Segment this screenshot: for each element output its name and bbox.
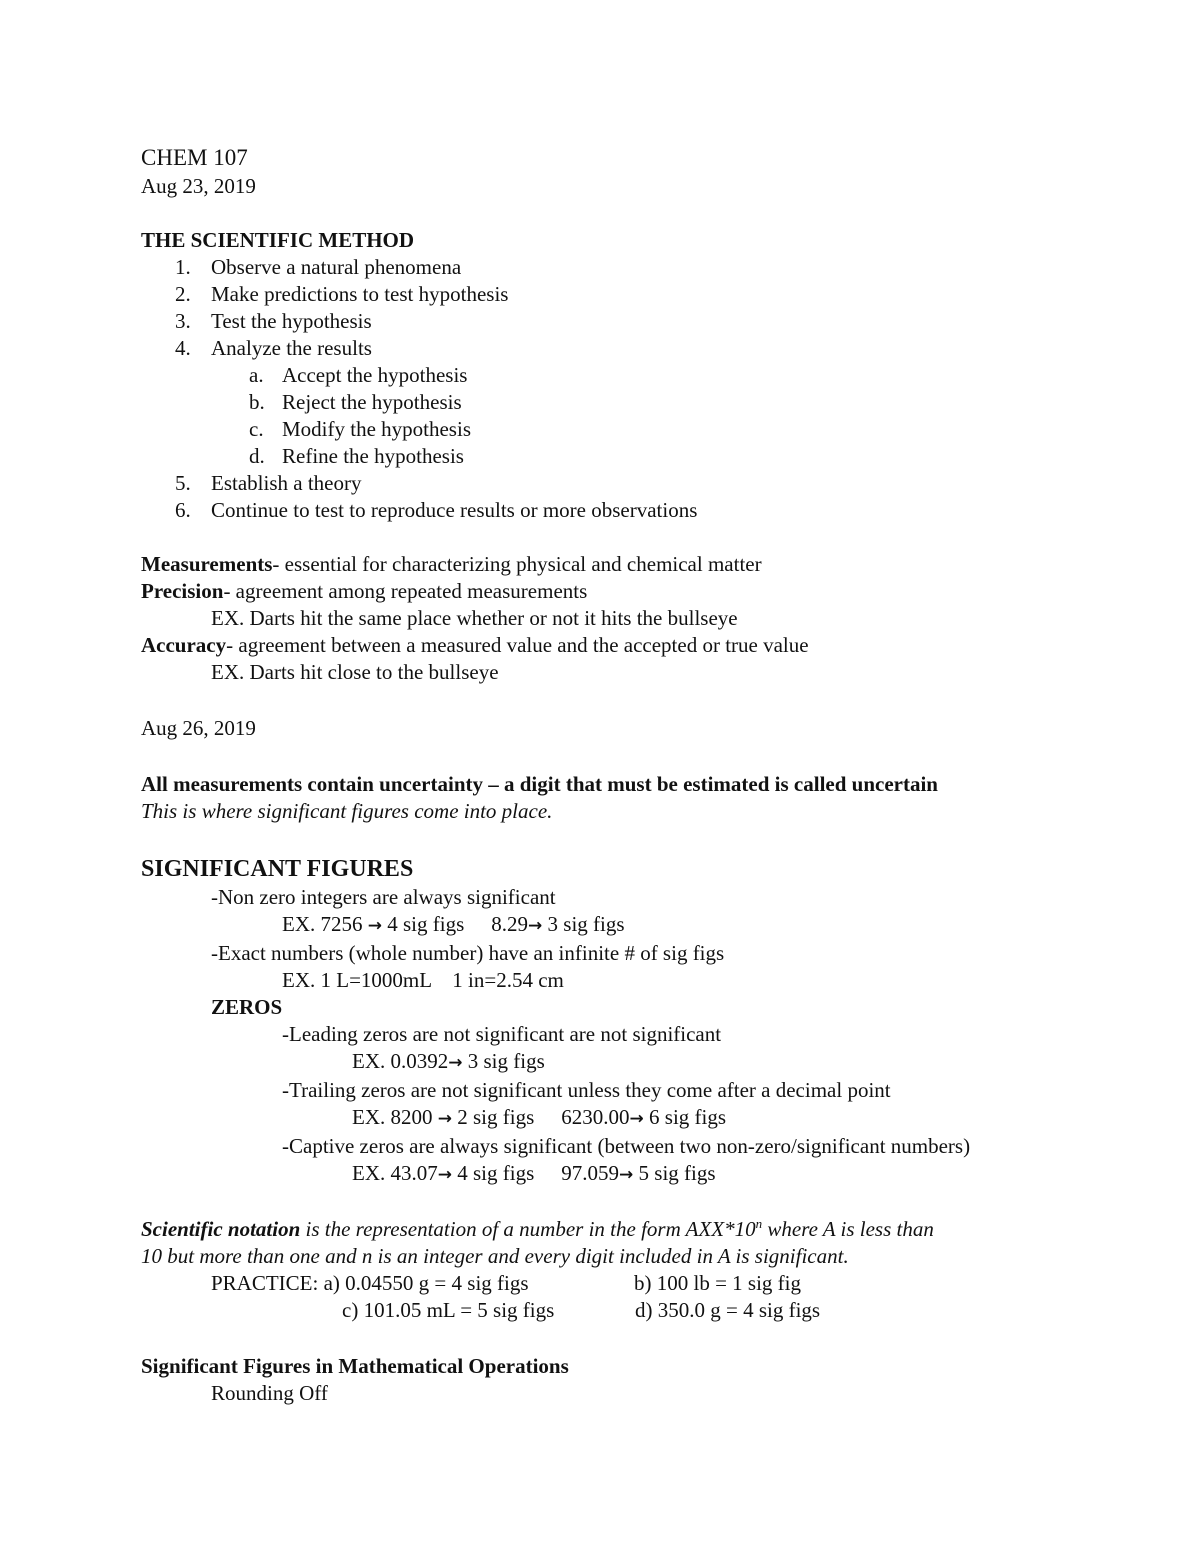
- section-title-math-operations: Significant Figures in Mathematical Operations: [141, 1354, 569, 1378]
- practice-row-2: c) 101.05 mL = 5 sig figs d) 350.0 g = 4 sig figs: [342, 1298, 821, 1322]
- list-item: 6. Continue to test to reproduce results or more observations: [175, 498, 698, 522]
- method-steps-list: [141, 254, 1101, 362]
- list-item: 2. Make predictions to test hypothesis: [175, 282, 509, 306]
- rule-trailing-zeros-example: EX. 8200 → 2 sig figs 6230.00→ 6 sig figs: [352, 1105, 727, 1129]
- list-item: a. Accept the hypothesis: [249, 363, 468, 387]
- list-item: c. Modify the hypothesis: [249, 417, 471, 441]
- rule-leading-zeros: -Leading zeros are not significant are not significant: [282, 1022, 722, 1046]
- rule-nonzero: -Non zero integers are always significant: [211, 885, 556, 909]
- arrow-icon: →: [448, 1053, 463, 1073]
- scientific-notation-definition: Scientific notation is the representation of a number in the form AXX*10$^n$ where A is less than: [141, 1216, 934, 1241]
- date-heading: Aug 23, 2019: [141, 174, 256, 198]
- rule-captive-zeros: -Captive zeros are always significant (between two non-zero/significant numbers): [282, 1134, 971, 1158]
- analyze-substeps-list: [141, 362, 1101, 470]
- arrow-icon: →: [629, 1109, 644, 1129]
- list-item: 4. Analyze the results: [175, 336, 372, 360]
- section-title-scientific-method: THE SCIENTIFIC METHOD: [141, 228, 415, 252]
- rule-captive-zeros-example: EX. 43.07→ 4 sig figs 97.059→ 5 sig figs: [352, 1161, 716, 1185]
- accuracy-example: EX. Darts hit close to the bullseye: [211, 660, 499, 684]
- document-page: [141, 143, 1101, 1407]
- list-item: 1. Observe a natural phenomena: [175, 255, 462, 279]
- section-title-significant-figures: SIGNIFICANT FIGURES: [141, 856, 414, 882]
- rule-exact-numbers: -Exact numbers (whole number) have an infinite # of sig figs: [211, 941, 725, 965]
- uncertainty-note: This is where significant figures come into place.: [141, 799, 553, 823]
- method-steps-list-continued: [141, 470, 1101, 524]
- zeros-heading: ZEROS: [211, 995, 283, 1019]
- list-item: d. Refine the hypothesis: [249, 444, 464, 468]
- course-title: CHEM 107: [141, 145, 248, 170]
- uncertainty-statement: All measurements contain uncertainty – a digit that must be estimated is called uncertain: [141, 772, 938, 796]
- practice-row-1: PRACTICE: a) 0.04550 g = 4 sig figs b) 100 lb = 1 sig fig: [211, 1271, 802, 1295]
- accuracy-definition: Accuracy- agreement between a measured value and the accepted or true value: [141, 633, 809, 657]
- date-heading-2: Aug 26, 2019: [141, 716, 256, 740]
- scientific-notation-definition-cont: 10 but more than one and n is an integer and every digit included in A is significant.: [141, 1244, 849, 1268]
- measurements-definition: Measurements- essential for characterizing physical and chemical matter: [141, 552, 762, 576]
- precision-definition: Precision- agreement among repeated measurements: [141, 579, 588, 603]
- rounding-off-subheading: Rounding Off: [211, 1381, 328, 1405]
- arrow-icon: →: [367, 916, 382, 936]
- list-item: 5. Establish a theory: [175, 471, 362, 495]
- arrow-icon: →: [528, 916, 543, 936]
- rule-leading-zeros-example: EX. 0.0392→ 3 sig figs: [352, 1049, 545, 1073]
- rule-trailing-zeros: -Trailing zeros are not significant unless they come after a decimal point: [282, 1078, 891, 1102]
- arrow-icon: →: [437, 1109, 452, 1129]
- arrow-icon: →: [437, 1165, 452, 1185]
- rule-nonzero-example: EX. 7256 → 4 sig figs 8.29→ 3 sig figs: [282, 912, 625, 936]
- list-item: 3. Test the hypothesis: [175, 309, 372, 333]
- precision-example: EX. Darts hit the same place whether or not it hits the bullseye: [211, 606, 738, 630]
- list-item: b. Reject the hypothesis: [249, 390, 462, 414]
- rule-exact-numbers-example: EX. 1 L=1000mL 1 in=2.54 cm: [282, 968, 564, 992]
- arrow-icon: →: [619, 1165, 634, 1185]
